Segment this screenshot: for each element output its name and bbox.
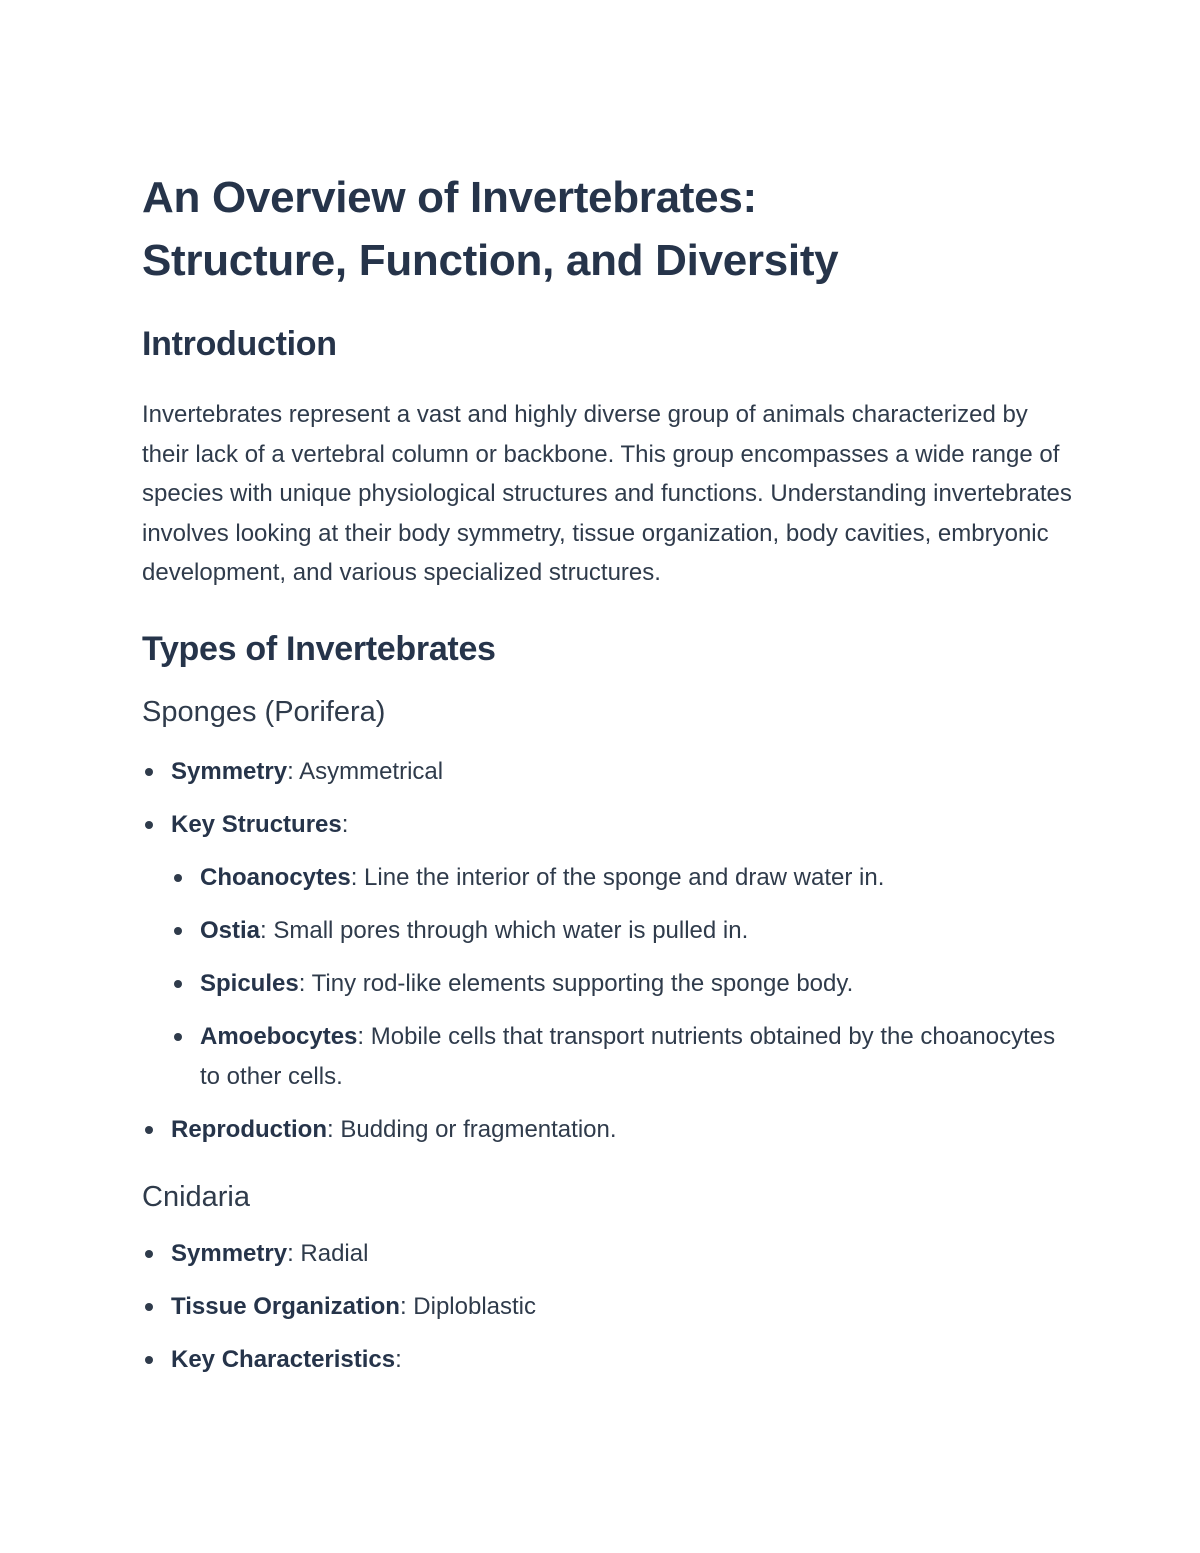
types-heading: Types of Invertebrates (142, 629, 496, 668)
sponges-list (142, 752, 1072, 1150)
document-page (142, 166, 1072, 1380)
list-item-reproduction (142, 1110, 1072, 1150)
item-label: Symmetry (171, 1239, 288, 1267)
sponges-heading: Sponges (Porifera) (142, 695, 386, 728)
introduction-heading: Introduction (142, 325, 337, 363)
list-item-symmetry (142, 752, 1072, 792)
key-structures-sublist (171, 858, 1072, 1097)
list-item-symmetry (142, 1234, 1072, 1274)
bullet-icon (174, 1033, 182, 1041)
bullet-icon (145, 1126, 153, 1134)
list-item-amoebocytes (171, 1017, 1072, 1097)
item-value: : Small pores through which water is pulled in. (260, 916, 749, 944)
item-label: Choanocytes (200, 863, 351, 891)
introduction-paragraph: Invertebrates represent a vast and highly diverse group of animals characterized by their lack of a vertebral column or backbone. This group encompasses a wide range of species with unique physiological structures and functions. Understanding invertebrates involves looking at their body symmetry, tissue organization, body cavities, embryonic development, and various specialized structures. (142, 401, 1072, 586)
item-label: Symmetry (171, 757, 288, 785)
list-item-ostia (171, 911, 1072, 951)
bullet-icon (145, 1356, 153, 1364)
item-value: : Asymmetrical (287, 757, 444, 785)
bullet-icon (145, 821, 153, 829)
bullet-icon (174, 874, 182, 882)
list-item-tissue-organization (142, 1287, 1072, 1327)
bullet-icon (174, 927, 182, 935)
list-item-key-characteristics (142, 1340, 1072, 1380)
item-value: : Tiny rod-like elements supporting the sponge body. (298, 969, 854, 997)
item-label: Key Characteristics (171, 1345, 396, 1373)
item-suffix: : (395, 1345, 402, 1373)
list-item-key-structures (142, 805, 1072, 1097)
item-value: : Mobile cells that transport nutrients obtained by the choanocytes to other cells. (200, 1022, 1056, 1090)
item-label: Amoebocytes (200, 1022, 358, 1050)
item-label: Spicules (200, 969, 299, 997)
title-line-2: Structure, Function, and Diversity (142, 236, 839, 285)
document-title (142, 166, 1072, 292)
list-item-choanocytes (171, 858, 1072, 898)
item-suffix: : (341, 810, 349, 838)
item-value: : Line the interior of the sponge and draw water in. (350, 863, 885, 891)
bullet-icon (145, 768, 153, 776)
item-label: Key Structures (171, 810, 342, 838)
item-label: Reproduction (171, 1115, 327, 1143)
title-line-1: An Overview of Invertebrates: (142, 173, 757, 222)
item-value: : Diploblastic (399, 1292, 536, 1320)
item-label: Tissue Organization (171, 1292, 400, 1320)
cnidaria-list (142, 1234, 1072, 1380)
cnidaria-heading: Cnidaria (142, 1180, 250, 1213)
bullet-icon (145, 1303, 153, 1311)
item-label: Ostia (200, 916, 261, 944)
list-item-spicules (171, 964, 1072, 1004)
item-value: : Radial (287, 1239, 369, 1267)
bullet-icon (145, 1250, 153, 1258)
bullet-icon (174, 980, 182, 988)
item-value: : Budding or fragmentation. (327, 1115, 617, 1143)
